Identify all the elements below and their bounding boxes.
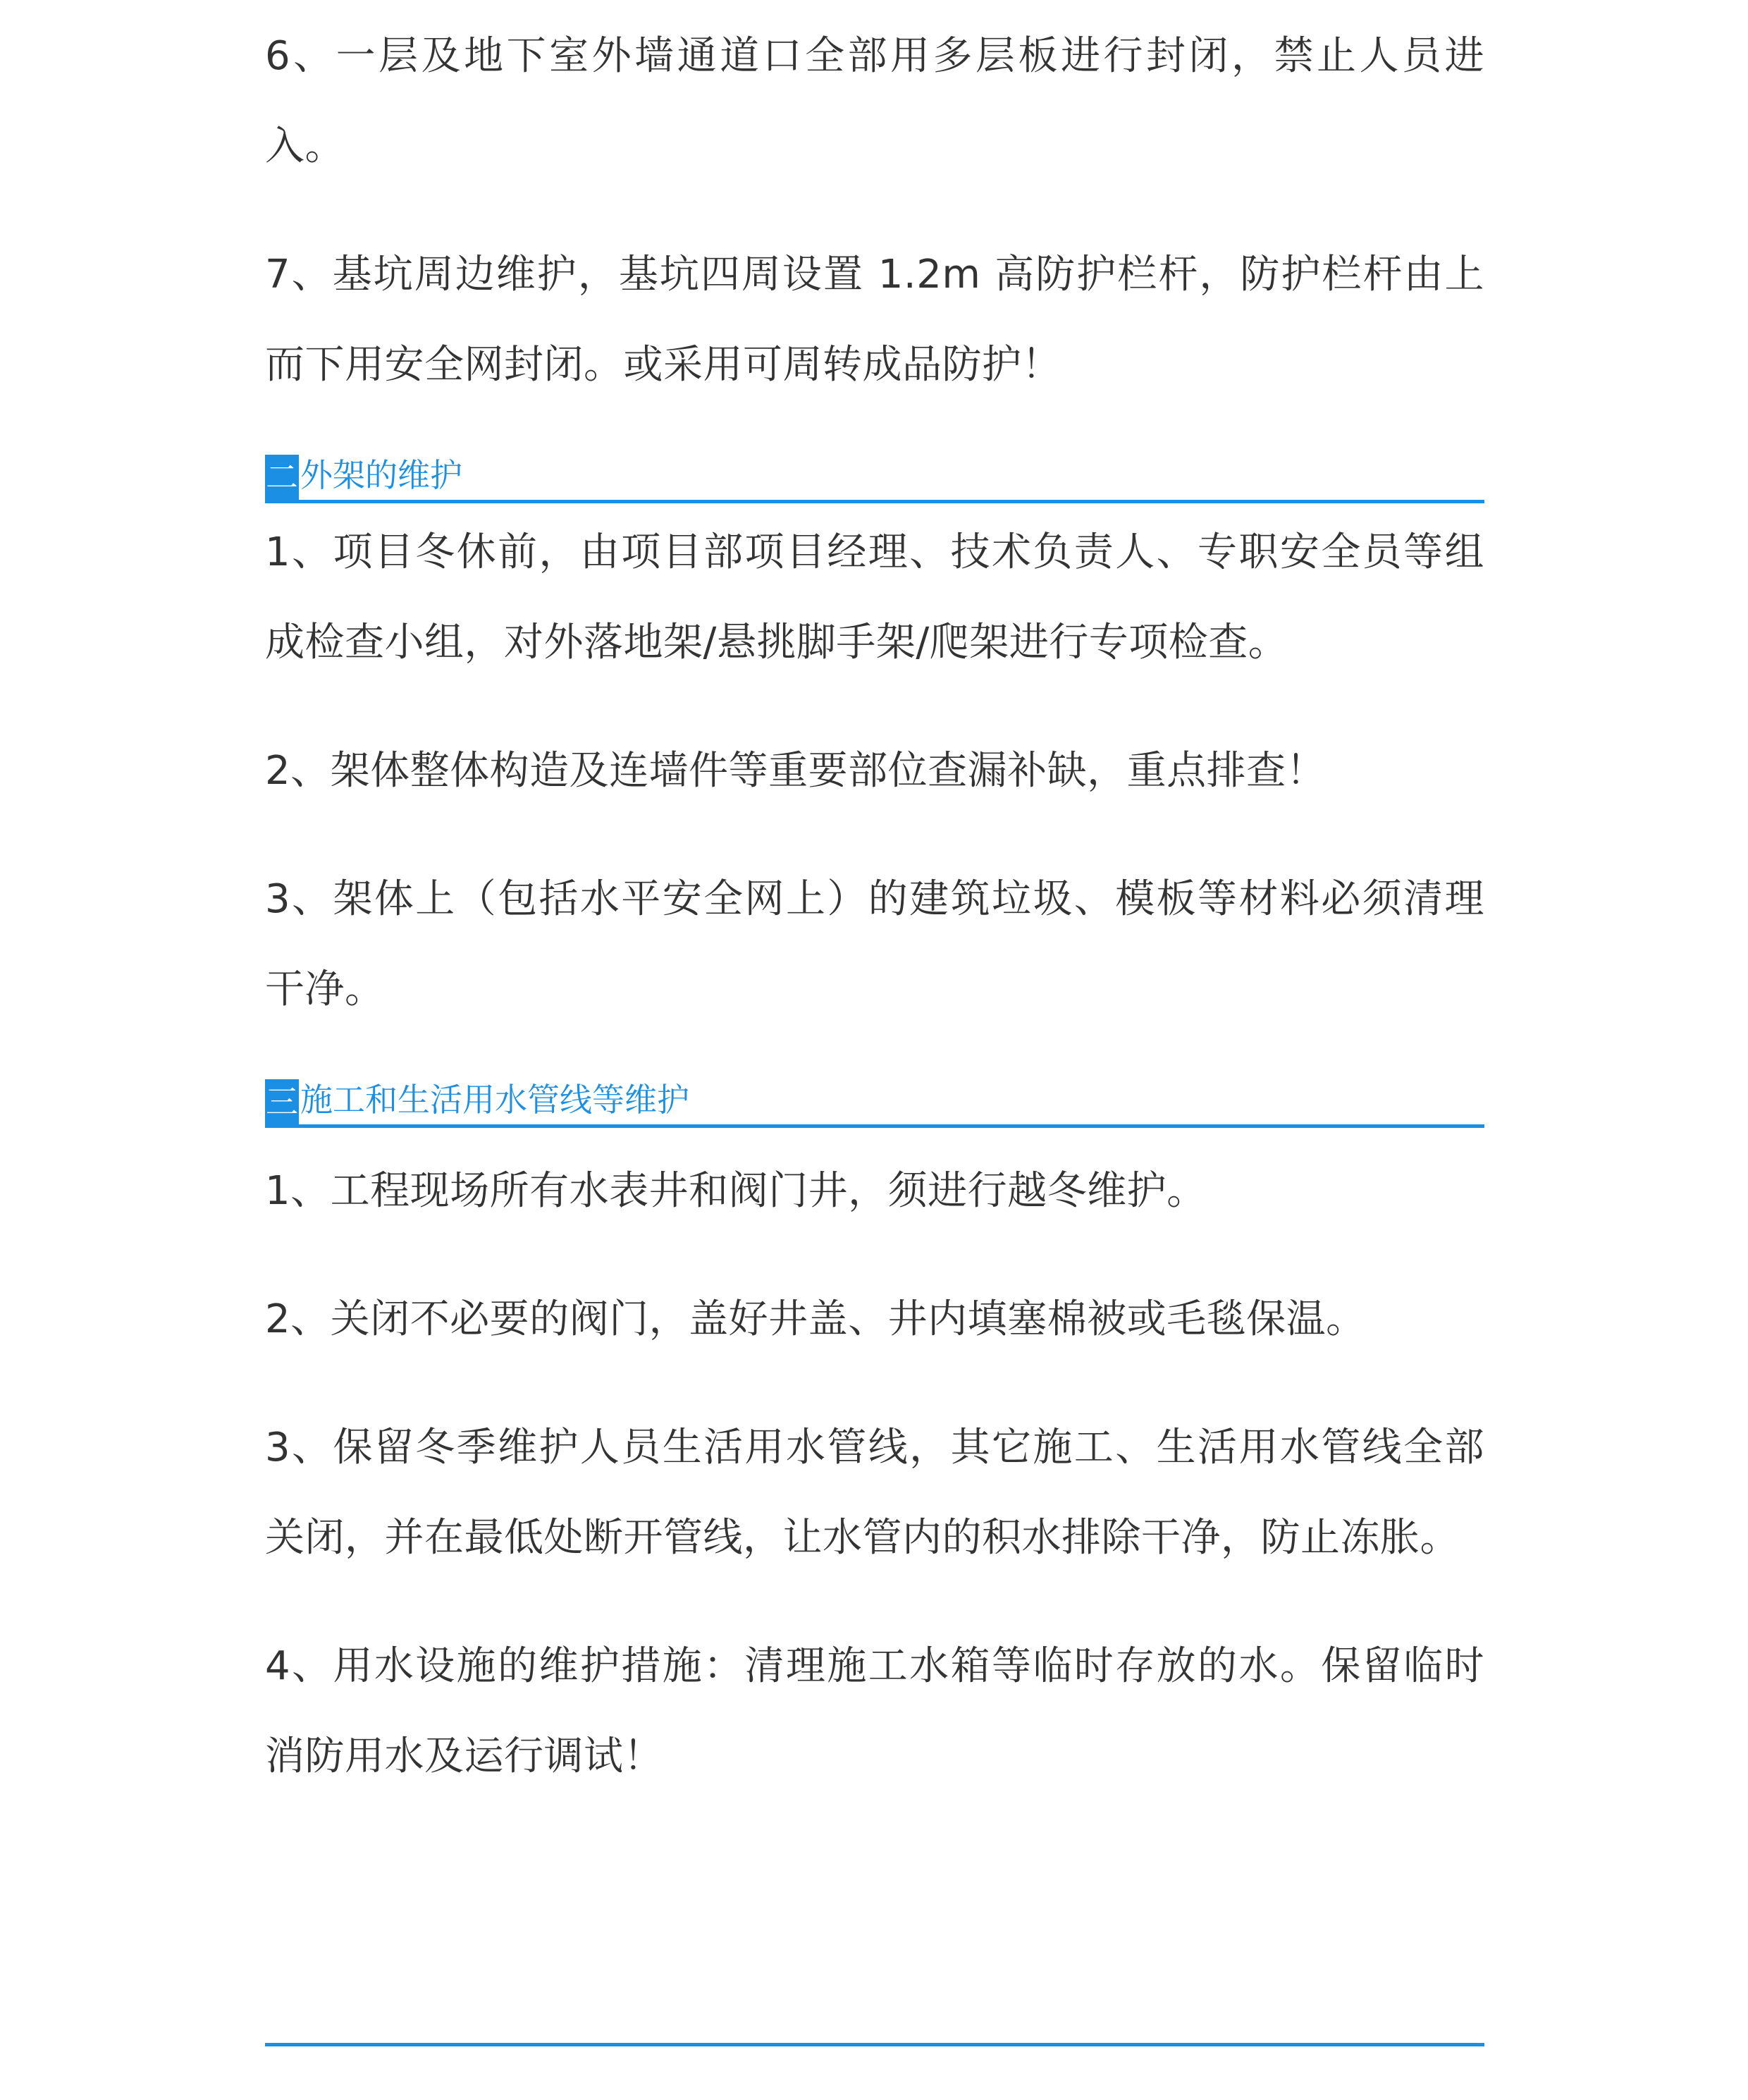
bottom-divider <box>265 2043 1484 2046</box>
section-heading-3 <box>265 1064 1484 1128</box>
section3-paragraph-2: 2、关闭不必要的阀门，盖好井盖、井内填塞棉被或毛毯保温。 <box>265 1296 1366 1342</box>
section-title: 施工和生活用水管线等维护 <box>300 1081 689 1119</box>
section-number-badge: 三 <box>265 1079 299 1124</box>
section2-paragraph-1: 1、项目冬休前，由项目部项目经理、技术负责人、专职安全员等组成检查小组，对外落地架/悬挑脚手架/爬架进行专项检查。 <box>265 529 1484 665</box>
article-body <box>265 0 1484 1802</box>
section-heading-2 <box>265 440 1484 503</box>
section3-paragraph-1: 1、工程现场所有水表井和阀门井，须进行越冬维护。 <box>265 1168 1207 1214</box>
section-title: 外架的维护 <box>300 456 462 494</box>
paragraph-7: 7、基坑周边维护，基坑四周设置 1.2m 高防护栏杆，防护栏杆由上而下用安全网封闭。或采用可周转成品防护！ <box>265 252 1484 388</box>
section-number-badge: 二 <box>265 455 299 500</box>
section2-paragraph-2: 2、架体整体构造及连墙件等重要部位查漏补缺，重点排查！ <box>265 748 1327 794</box>
section2-paragraph-3: 3、架体上（包括水平安全网上）的建筑垃圾、模板等材料必须清理干净。 <box>265 876 1484 1012</box>
paragraph-6: 6、一层及地下室外墙通道口全部用多层板进行封闭，禁止人员进入。 <box>265 33 1484 169</box>
section3-paragraph-4: 4、用水设施的维护措施：清理施工水箱等临时存放的水。保留临时消防用水及运行调试！ <box>265 1643 1484 1779</box>
section3-paragraph-3: 3、保留冬季维护人员生活用水管线，其它施工、生活用水管线全部关闭，并在最低处断开管线，让水管内的积水排除干净，防止冻胀。 <box>265 1425 1484 1561</box>
